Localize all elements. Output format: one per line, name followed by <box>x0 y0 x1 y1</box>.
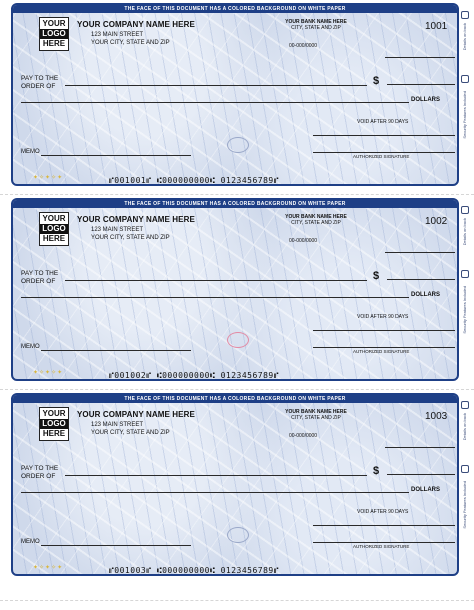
dollars-label: DOLLARS <box>411 97 440 103</box>
void-notice: VOID AFTER 90 DAYS <box>357 314 409 320</box>
logo-text: LOGO <box>40 419 68 429</box>
dollar-sign: $ <box>373 465 380 477</box>
perforation-line <box>0 600 474 601</box>
security-seal <box>227 527 249 543</box>
void-notice: VOID AFTER 90 DAYS <box>357 119 409 125</box>
signature-line-upper[interactable] <box>313 330 455 331</box>
dollar-sign: $ <box>373 75 380 87</box>
authorized-signature-label: AUTHORIZED SIGNATURE <box>353 154 410 159</box>
payee-line[interactable] <box>65 280 367 281</box>
dollar-sign: $ <box>373 270 380 282</box>
pay-to-label: PAY TO THE ORDER OF <box>21 270 59 285</box>
logo-placeholder <box>39 17 69 51</box>
padlock-icon <box>461 75 469 83</box>
memo-line[interactable] <box>41 350 191 351</box>
amount-line[interactable] <box>387 84 455 85</box>
signature-line-upper[interactable] <box>313 525 455 526</box>
bank-name: YOUR BANK NAME HERE <box>285 19 347 25</box>
company-city: YOUR CITY, STATE AND ZIP <box>91 430 170 436</box>
logo-text: LOGO <box>40 224 68 234</box>
padlock-icon <box>461 206 469 214</box>
micr-line: ⑈001001⑈ ⑆000000000⑆ 0123456789⑈ <box>109 176 280 185</box>
memo-line[interactable] <box>41 155 191 156</box>
company-city: YOUR CITY, STATE AND ZIP <box>91 40 170 46</box>
routing-fraction: 00-000/0000 <box>289 433 318 439</box>
company-name: YOUR COMPANY NAME HERE <box>77 20 195 29</box>
authorized-signature-label: AUTHORIZED SIGNATURE <box>353 544 410 549</box>
memo-label: MEMO <box>21 149 40 155</box>
padlock-icon <box>461 270 469 278</box>
void-notice: VOID AFTER 90 DAYS <box>357 509 409 515</box>
logo-placeholder <box>39 212 69 246</box>
check-face <box>11 393 459 576</box>
logo-text: YOUR <box>42 19 66 28</box>
bank-name: YOUR BANK NAME HERE <box>285 214 347 220</box>
company-street: 123 MAIN STREET <box>91 422 144 428</box>
check-number: 1003 <box>425 411 448 422</box>
signature-line[interactable] <box>313 347 455 348</box>
company-street: 123 MAIN STREET <box>91 227 144 233</box>
date-line[interactable] <box>385 57 455 58</box>
security-seal <box>227 332 249 348</box>
logo-text: LOGO <box>40 29 68 39</box>
logo-text: HERE <box>42 234 66 243</box>
date-line[interactable] <box>385 447 455 448</box>
routing-fraction: 00-000/0000 <box>289 238 318 244</box>
dollars-label: DOLLARS <box>411 292 440 298</box>
amount-line[interactable] <box>387 474 455 475</box>
logo-text: YOUR <box>42 409 66 418</box>
signature-line[interactable] <box>313 152 455 153</box>
security-note: Security Features Included <box>462 91 467 139</box>
micr-line: ⑈001002⑈ ⑆000000000⑆ 0123456789⑈ <box>109 371 280 380</box>
signature-line[interactable] <box>313 542 455 543</box>
micr-line: ⑈001003⑈ ⑆000000000⑆ 0123456789⑈ <box>109 566 280 575</box>
hologram-stars: ✦✧✦✧✦ <box>33 565 64 571</box>
bank-city: CITY, STATE AND ZIP <box>291 25 341 31</box>
security-sidebar <box>461 198 471 381</box>
logo-placeholder <box>39 407 69 441</box>
details-note: Details on back <box>462 218 467 246</box>
memo-label: MEMO <box>21 539 40 545</box>
amount-line[interactable] <box>387 279 455 280</box>
date-line[interactable] <box>385 252 455 253</box>
security-seal <box>227 137 249 153</box>
background-notice: THE FACE OF THIS DOCUMENT HAS A COLORED BACKGROUND ON WHITE PAPER <box>13 200 457 208</box>
routing-fraction: 00-000/0000 <box>289 43 318 49</box>
check-number: 1002 <box>425 216 448 227</box>
logo-text: HERE <box>42 39 66 48</box>
payee-line[interactable] <box>65 475 367 476</box>
written-amount-line[interactable] <box>21 102 409 103</box>
security-sidebar <box>461 3 471 186</box>
padlock-icon <box>461 401 469 409</box>
pay-to-label: PAY TO THE ORDER OF <box>21 75 59 90</box>
background-notice: THE FACE OF THIS DOCUMENT HAS A COLORED BACKGROUND ON WHITE PAPER <box>13 5 457 13</box>
payee-line[interactable] <box>65 85 367 86</box>
logo-text: YOUR <box>42 214 66 223</box>
memo-line[interactable] <box>41 545 191 546</box>
bank-name: YOUR BANK NAME HERE <box>285 409 347 415</box>
security-sidebar <box>461 393 471 576</box>
bank-city: CITY, STATE AND ZIP <box>291 415 341 421</box>
padlock-icon <box>461 465 469 473</box>
bank-city: CITY, STATE AND ZIP <box>291 220 341 226</box>
signature-line-upper[interactable] <box>313 135 455 136</box>
logo-text: HERE <box>42 429 66 438</box>
company-name: YOUR COMPANY NAME HERE <box>77 410 195 419</box>
company-city: YOUR CITY, STATE AND ZIP <box>91 235 170 241</box>
details-note: Details on back <box>462 23 467 51</box>
perforation-line <box>0 389 474 390</box>
memo-label: MEMO <box>21 344 40 350</box>
written-amount-line[interactable] <box>21 297 409 298</box>
details-note: Details on back <box>462 413 467 441</box>
background-notice: THE FACE OF THIS DOCUMENT HAS A COLORED BACKGROUND ON WHITE PAPER <box>13 395 457 403</box>
check-1 <box>11 3 471 188</box>
company-street: 123 MAIN STREET <box>91 32 144 38</box>
hologram-stars: ✦✧✦✧✦ <box>33 370 64 376</box>
pay-to-label: PAY TO THE ORDER OF <box>21 465 59 480</box>
dollars-label: DOLLARS <box>411 487 440 493</box>
security-note: Security Features Included <box>462 481 467 529</box>
check-number: 1001 <box>425 21 448 32</box>
perforation-line <box>0 194 474 195</box>
written-amount-line[interactable] <box>21 492 409 493</box>
check-2 <box>11 198 471 383</box>
security-note: Security Features Included <box>462 286 467 334</box>
check-3 <box>11 393 471 578</box>
check-face <box>11 198 459 381</box>
authorized-signature-label: AUTHORIZED SIGNATURE <box>353 349 410 354</box>
padlock-icon <box>461 11 469 19</box>
company-name: YOUR COMPANY NAME HERE <box>77 215 195 224</box>
hologram-stars: ✦✧✦✧✦ <box>33 175 64 181</box>
check-face <box>11 3 459 186</box>
